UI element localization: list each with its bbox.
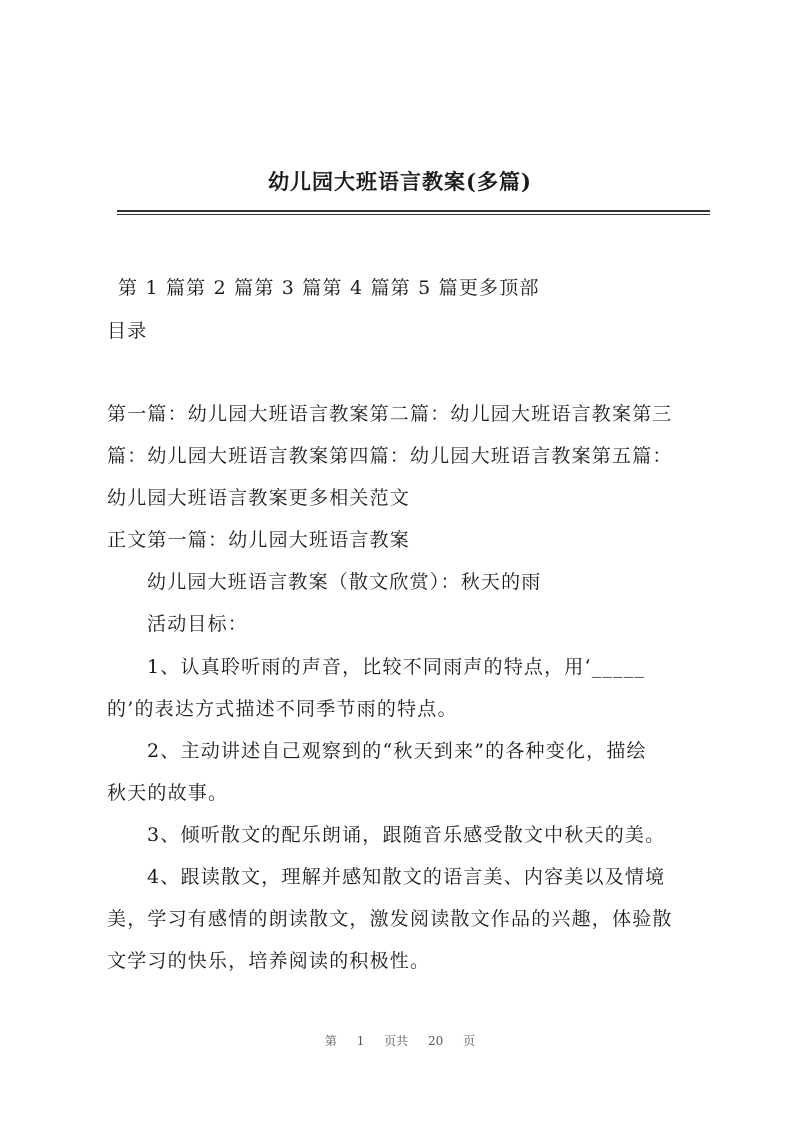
footer-label-page: 第 bbox=[324, 1034, 337, 1048]
goal-paragraph-line: 3、倾听散文的配乐朗诵，跟随音乐感受散文中秋天的美。 bbox=[147, 824, 666, 846]
goal-paragraph-line: 的’的表达方式描述不同季节雨的特点。 bbox=[107, 698, 458, 720]
page-title: 幼儿园大班语言教案(多篇) bbox=[268, 169, 532, 194]
footer-label-pages: 页 bbox=[463, 1034, 476, 1048]
toc-heading: 目录 bbox=[107, 320, 148, 342]
goal-paragraph-line: 美，学习有感情的朗读散文，激发阅读散文作品的兴趣，体验散 bbox=[107, 908, 673, 930]
lesson-title: 幼儿园大班语言教案（散文欣赏）：秋天的雨 bbox=[147, 571, 542, 593]
title-divider-thin bbox=[117, 214, 710, 215]
page-footer bbox=[0, 1032, 800, 1049]
footer-total-pages: 20 bbox=[428, 1034, 444, 1048]
goal-paragraph-line: 2、主动讲述自己观察到的“秋天到来”的各种变化，描绘 bbox=[147, 740, 647, 762]
goal-paragraph-line: 文学习的快乐，培养阅读的积极性。 bbox=[107, 950, 431, 972]
footer-page-number: 1 bbox=[356, 1034, 365, 1048]
goals-heading: 活动目标： bbox=[147, 613, 249, 635]
title-divider bbox=[117, 210, 710, 212]
toc-line: 篇：幼儿园大班语言教案第四篇：幼儿园大班语言教案第五篇： bbox=[107, 445, 673, 467]
toc-line: 幼儿园大班语言教案更多相关范文 bbox=[107, 487, 411, 509]
goal-paragraph-line: 4、跟读散文，理解并感知散文的语言美、内容美以及情境 bbox=[147, 866, 666, 888]
body-heading: 正文第一篇：幼儿园大班语言教案 bbox=[107, 529, 411, 551]
goal-paragraph-line: 1、认真聆听雨的声音，比较不同雨声的特点，用‘_____ bbox=[147, 656, 646, 678]
footer-label-of: 页共 bbox=[384, 1034, 409, 1048]
goal-paragraph-line: 秋天的故事。 bbox=[107, 782, 229, 804]
toc-line: 第一篇：幼儿园大班语言教案第二篇：幼儿园大班语言教案第三 bbox=[107, 403, 673, 425]
section-nav-links[interactable]: 第 1 篇第 2 篇第 3 篇第 4 篇第 5 篇更多顶部 bbox=[118, 277, 540, 299]
